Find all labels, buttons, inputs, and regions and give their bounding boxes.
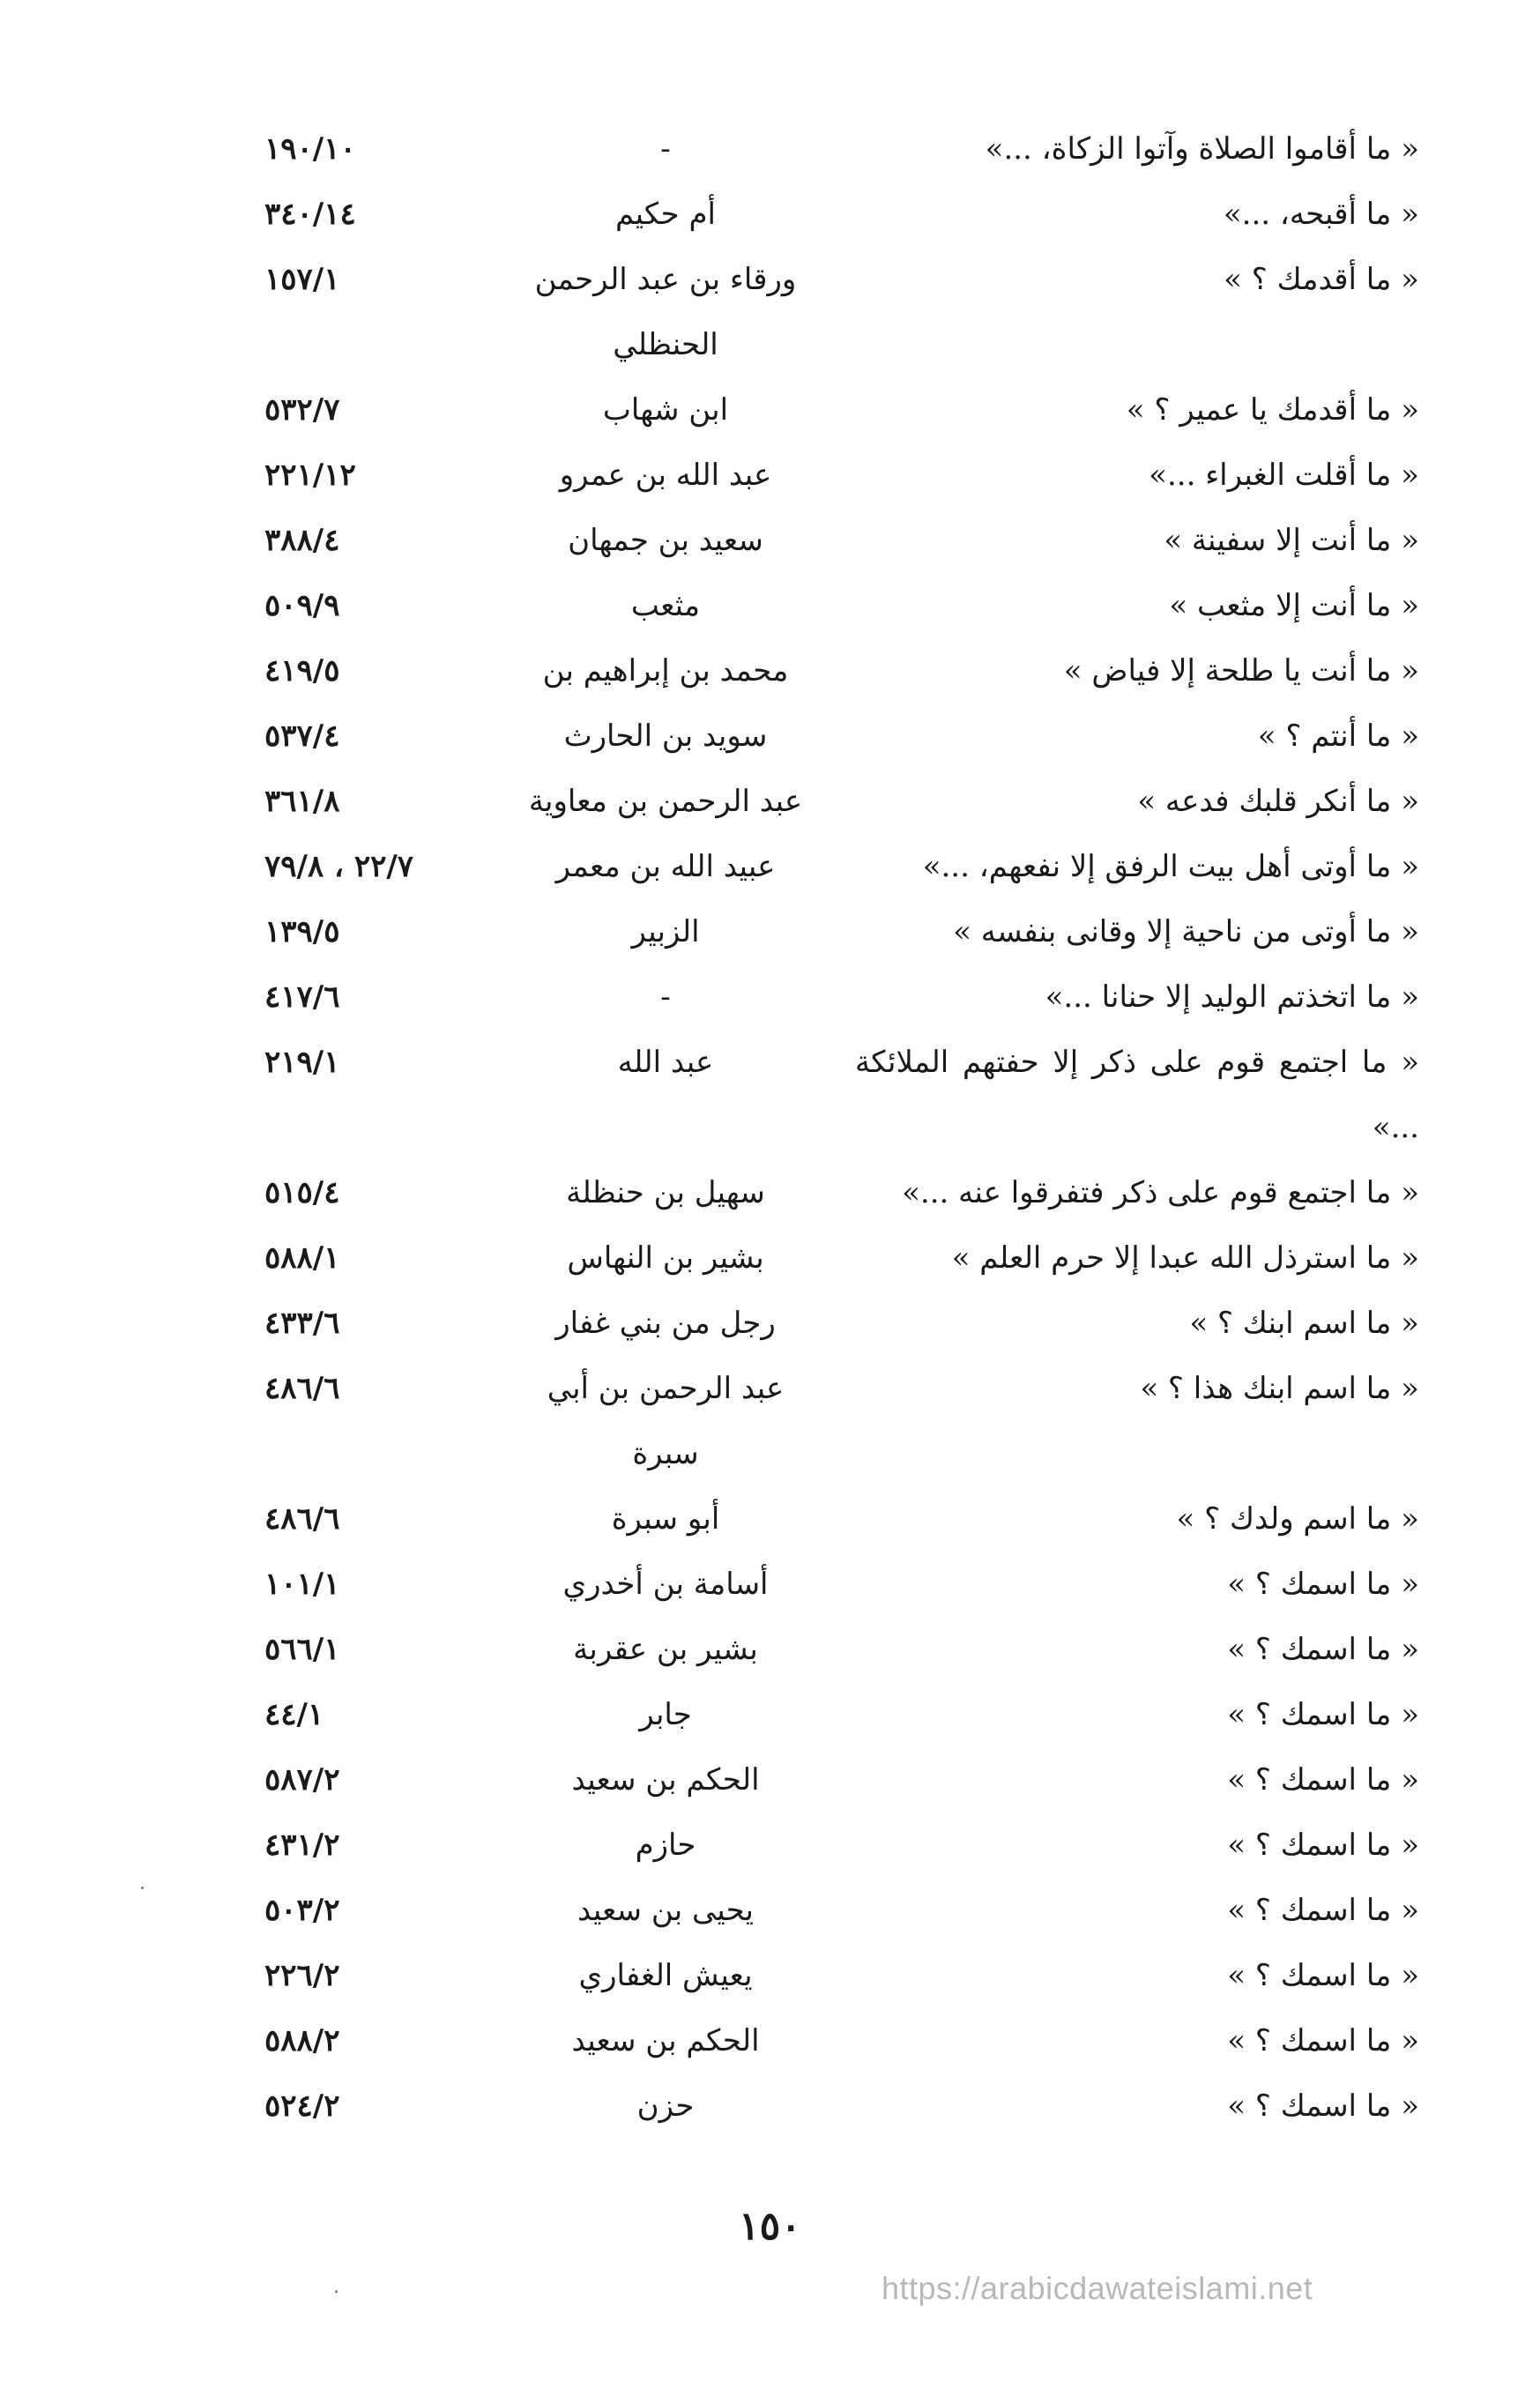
volume-page-reference: ٥٨٧/٢ <box>264 1762 340 1798</box>
hadith-text: « ما أوتى من ناحية إلا وقانى بنفسه » <box>953 914 1419 949</box>
volume-page-reference: ٤٣١/٢ <box>264 1828 340 1863</box>
index-row <box>264 1225 1419 1291</box>
narrator-name: - <box>660 131 671 167</box>
hadith-text: « ما أقلت الغبراء ...» <box>1149 458 1419 493</box>
index-row <box>264 573 1419 638</box>
hadith-text: « ما اسمك ؟ » <box>1227 1828 1419 1863</box>
volume-page-reference: ٥٣٢/٧ <box>264 392 340 428</box>
index-row <box>264 769 1419 834</box>
narrator-name: بشير بن عقربة <box>573 1632 758 1667</box>
index-row <box>264 638 1419 703</box>
hadith-text: « ما اسمك ؟ » <box>1227 1958 1419 1993</box>
volume-page-reference: ٣٤٠/١٤ <box>264 197 356 232</box>
watermark-url: https://arabicdawateislami.net <box>882 2270 1313 2306</box>
index-row <box>264 508 1419 573</box>
narrator-name: حزن <box>636 2088 695 2124</box>
narrator-name: أسامة بن أخدري <box>562 1567 769 1602</box>
hadith-text: « ما اسمك ؟ » <box>1227 1762 1419 1798</box>
hadith-text: « ما استرذل الله عبدا إلا حرم العلم » <box>951 1240 1419 1276</box>
index-row <box>264 1943 1419 2008</box>
volume-page-reference: ٤١٩/٥ <box>264 653 340 689</box>
hadith-text: « ما اسمك ؟ » <box>1227 2023 1419 2058</box>
hadith-text: « ما اجتمع قوم على ذكر فتفرقوا عنه ...» <box>902 1175 1419 1210</box>
volume-page-reference: ١٩٠/١٠ <box>264 131 356 167</box>
hadith-text: « ما أقاموا الصلاة وآتوا الزكاة، ...» <box>985 131 1419 167</box>
volume-page-reference: ٥٠٣/٢ <box>264 1893 340 1928</box>
index-row <box>264 2008 1419 2073</box>
volume-page-reference: ٤٨٦/٦ <box>264 1501 340 1537</box>
narrator-name: سهيل بن حنظلة <box>566 1175 765 1210</box>
volume-page-reference: ٥٠٩/٩ <box>264 588 340 623</box>
hadith-text: « ما أنكر قلبك فدعه » <box>1137 784 1419 819</box>
volume-page-reference: ٤٣٣/٦ <box>264 1306 340 1341</box>
hadith-text: « ما اسمك ؟ » <box>1227 1567 1419 1602</box>
hadith-text: « ما اتخذتم الوليد إلا حنانا ...» <box>1045 979 1419 1015</box>
hadith-text: « ما أنت إلا مثعب » <box>1169 588 1419 623</box>
index-row <box>264 1878 1419 1943</box>
index-row <box>264 964 1419 1030</box>
index-row <box>264 1747 1419 1813</box>
volume-page-reference: ٢٢/٧ ، ٧٩/٨ <box>264 849 414 884</box>
index-row <box>264 182 1419 247</box>
index-row <box>264 1030 1419 1160</box>
narrator-name: يعيش الغفاري <box>578 1958 753 1993</box>
hadith-text: « ما أوتى أهل بيت الرفق إلا نفعهم، ...» <box>922 849 1419 884</box>
index-row <box>264 312 1419 377</box>
index-row <box>264 1617 1419 1682</box>
hadith-text: « ما اسم ولدك ؟ » <box>1176 1501 1419 1537</box>
index-row <box>264 377 1419 443</box>
index-row <box>264 1813 1419 1878</box>
narrator-name: ورقاء بن عبد الرحمن <box>534 262 797 297</box>
hadith-text: « ما أقدمك يا عمير ؟ » <box>1126 392 1419 428</box>
narrator-name: ابن شهاب <box>602 392 729 428</box>
narrator-name: رجل من بني غفار <box>555 1306 776 1341</box>
index-row <box>264 1160 1419 1225</box>
index-table <box>264 116 1419 2139</box>
narrator-name: الحنظلي <box>613 327 718 362</box>
hadith-text: « ما أقدمك ؟ » <box>1224 262 1419 297</box>
hadith-text: « ما اسم ابنك ؟ » <box>1189 1306 1419 1341</box>
scan-speck <box>141 1887 144 1889</box>
volume-page-reference: ٥٨٨/٢ <box>264 2023 340 2058</box>
index-row <box>264 703 1419 769</box>
narrator-name: محمد بن إبراهيم بن <box>542 653 789 689</box>
narrator-name: الزبير <box>631 914 700 949</box>
index-row <box>264 1356 1419 1421</box>
narrator-name: أبو سبرة <box>611 1501 720 1537</box>
hadith-text: « ما أنت يا طلحة إلا فياض » <box>1063 653 1419 689</box>
hadith-text: « ما اسمك ؟ » <box>1227 1697 1419 1732</box>
narrator-name: الحكم بن سعيد <box>571 1762 760 1798</box>
volume-page-reference: ٢١٩/١ <box>264 1045 340 1080</box>
narrator-name: عبد الرحمن بن معاوية <box>528 784 803 819</box>
index-row <box>264 1421 1419 1486</box>
narrator-name: عبد الله بن عمرو <box>559 458 772 493</box>
volume-page-reference: ٥٣٧/٤ <box>264 718 340 754</box>
volume-page-reference: ٥٨٨/١ <box>264 1240 340 1276</box>
index-row <box>264 247 1419 312</box>
volume-page-reference: ٤٨٦/٦ <box>264 1371 340 1406</box>
volume-page-reference: ٣٦١/٨ <box>264 784 340 819</box>
index-row <box>264 1682 1419 1747</box>
narrator-name: أم حكيم <box>615 197 716 232</box>
narrator-name: الحكم بن سعيد <box>571 2023 760 2058</box>
narrator-name: سبرة <box>632 1436 699 1471</box>
hadith-text: « ما أنت إلا سفينة » <box>1164 523 1419 558</box>
index-row <box>264 1486 1419 1552</box>
index-row <box>264 834 1419 899</box>
narrator-name: مثعب <box>630 588 701 623</box>
volume-page-reference: ٥٢٤/٢ <box>264 2088 340 2124</box>
narrator-name: عبيد الله بن معمر <box>555 849 776 884</box>
hadith-text: « ما أنتم ؟ » <box>1257 718 1419 754</box>
index-row <box>264 443 1419 508</box>
hadith-text: « ما أقبحه، ...» <box>1223 197 1419 232</box>
narrator-name: عبد الله <box>617 1045 714 1080</box>
page-number: ١٥٠ <box>739 2204 801 2249</box>
index-row <box>264 116 1419 182</box>
hadith-text: « ما اجتمع قوم على ذكر إلا حفتهم الملائكة ...» <box>855 1045 1419 1145</box>
narrator-name: جابر <box>639 1697 692 1732</box>
hadith-text: « ما اسم ابنك هذا ؟ » <box>1140 1371 1419 1406</box>
narrator-name: سويد بن الحارث <box>563 718 768 754</box>
volume-page-reference: ٢٢٦/٢ <box>264 1958 340 1993</box>
narrator-name: يحيى بن سعيد <box>577 1893 754 1928</box>
volume-page-reference: ٥٦٦/١ <box>264 1632 340 1667</box>
narrator-name: بشير بن النهاس <box>567 1240 764 1276</box>
volume-page-reference: ٥١٥/٤ <box>264 1175 340 1210</box>
narrator-name: سعيد بن جمهان <box>568 523 763 558</box>
hadith-text: « ما اسمك ؟ » <box>1227 1893 1419 1928</box>
hadith-text: « ما اسمك ؟ » <box>1227 2088 1419 2124</box>
narrator-name: عبد الرحمن بن أبي <box>547 1371 785 1406</box>
scan-speck <box>335 2290 338 2293</box>
volume-page-reference: ٣٨٨/٤ <box>264 523 340 558</box>
index-row <box>264 1552 1419 1617</box>
index-row <box>264 899 1419 964</box>
hadith-text: « ما اسمك ؟ » <box>1227 1632 1419 1667</box>
volume-page-reference: ١٣٩/٥ <box>264 914 340 949</box>
volume-page-reference: ١٠١/١ <box>264 1567 340 1602</box>
volume-page-reference: ١٥٧/١ <box>264 262 340 297</box>
narrator-name: حازم <box>635 1828 696 1863</box>
narrator-name: - <box>660 979 671 1015</box>
index-row <box>264 2073 1419 2139</box>
index-row <box>264 1291 1419 1356</box>
volume-page-reference: ٢٢١/١٢ <box>264 458 356 493</box>
volume-page-reference: ٤١٧/٦ <box>264 979 340 1015</box>
volume-page-reference: ٤٤/١ <box>264 1697 324 1732</box>
